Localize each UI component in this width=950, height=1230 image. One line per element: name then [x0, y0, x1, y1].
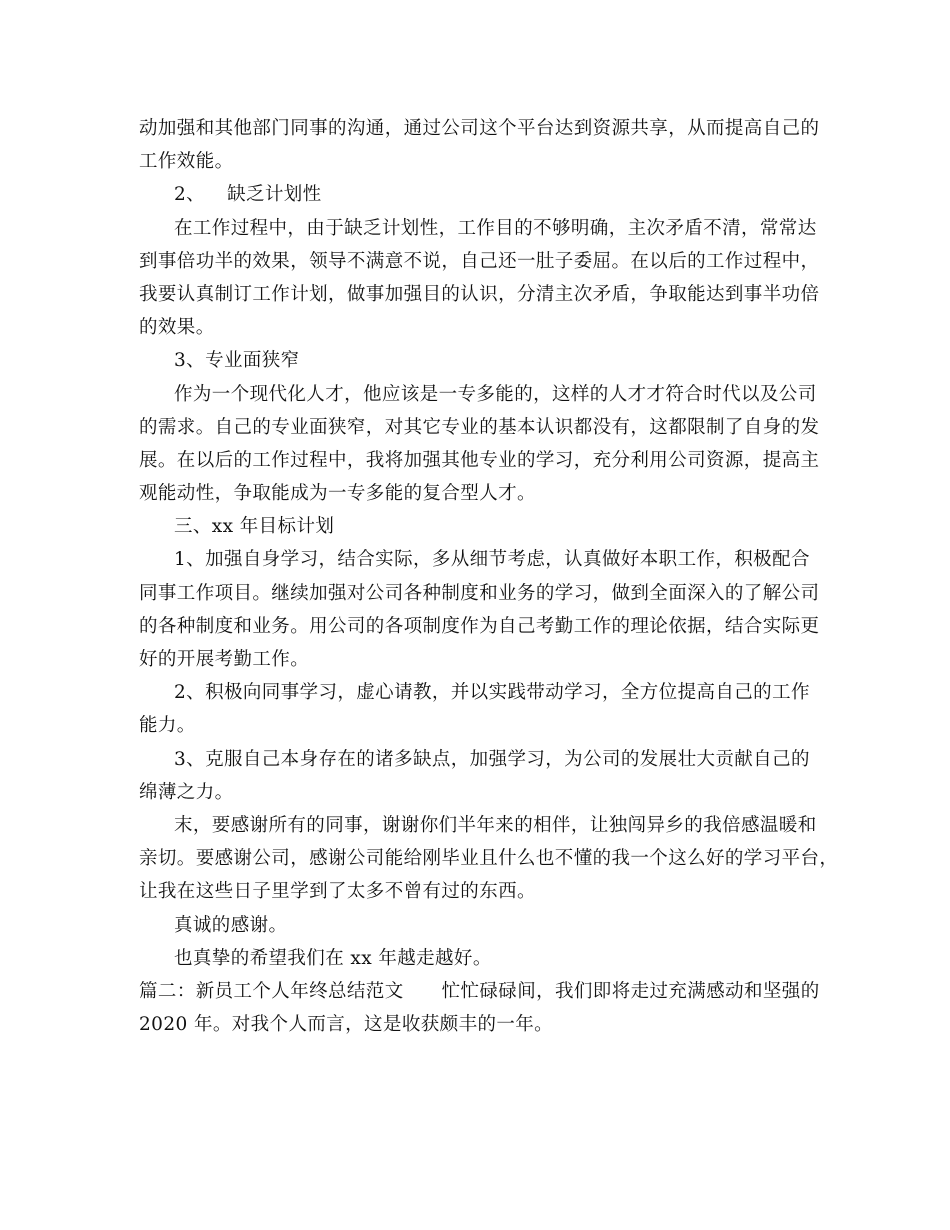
paragraph-line: 让我在这些日子里学到了太多不曾有过的东西。: [139, 881, 536, 903]
paragraph-line: 观能动性，争取能成为一专多能的复合型人才。: [139, 483, 536, 505]
heading-text: 缺乏计划性: [227, 184, 322, 206]
paragraph-line: 1、加强自身学习，结合实际，多从细节考虑，认真做好本职工作，积极配合: [174, 549, 810, 571]
paragraph-line: 动加强和其他部门同事的沟通，通过公司这个平台达到资源共享，从而提高自己的: [139, 118, 820, 139]
paragraph-line: 也真挚的希望我们在 xx 年越走越好。: [174, 947, 492, 969]
paragraph-line: 展。在以后的工作过程中，我将加强其他专业的学习，充分利用公司资源，提高主: [139, 449, 820, 471]
section-heading-narrow-expertise: 3、专业面狭窄: [174, 350, 300, 372]
paragraph-line: 绵薄之力。: [139, 781, 234, 803]
paragraph-line: 3、克服自己本身存在的诸多缺点，加强学习，为公司的发展壮大贡献自己的: [174, 748, 810, 770]
heading-number: 2、: [174, 184, 206, 206]
paragraph-line: 的各种制度和业务。用公司的各项制度作为自己考勤工作的理论依据，结合实际更: [139, 615, 820, 637]
paragraph-line: 真诚的感谢。: [174, 914, 288, 936]
paragraph-line: 好的开展考勤工作。: [139, 649, 310, 670]
paragraph-line: 我要认真制订工作计划，做事加强目的认识，分清主次矛盾，争取能达到事半功倍: [139, 283, 820, 305]
paragraph-line: 同事工作项目。继续加强对公司各种制度和业务的学习，做到全面深入的了解公司: [139, 582, 820, 604]
paragraph-line: 2020 年。对我个人而言，这是收获颇丰的一年。: [139, 1014, 554, 1036]
article-title: 篇二：新员工个人年终总结范文: [139, 980, 404, 1002]
paragraph-line: 的需求。自己的专业面狭窄，对其它专业的基本认识都没有，这都限制了自身的发: [139, 416, 820, 438]
document-body: [139, 112, 839, 1041]
section-heading-lack-of-planning: [139, 178, 817, 211]
paragraph-line: 的效果。: [139, 317, 215, 339]
paragraph-line: 能力。: [139, 715, 196, 737]
paragraph-line: 作为一个现代化人才，他应该是一专多能的，这样的人才才符合时代以及公司: [174, 383, 817, 405]
paragraph-line: 2、积极向同事学习，虚心请教，并以实践带动学习，全方位提高自己的工作: [174, 682, 810, 704]
paragraph-line: 忙忙碌碌间，我们即将走过充满感动和坚强的: [441, 980, 820, 1002]
article-title-line: [139, 975, 820, 1008]
section-heading-goals: 三、xx 年目标计划: [174, 516, 335, 538]
paragraph-line: 在工作过程中，由于缺乏计划性，工作目的不够明确，主次矛盾不清，常常达: [174, 217, 817, 239]
paragraph-line: 亲切。要感谢公司，感谢公司能给刚毕业且什么也不懂的我一个这么好的学习平台，: [139, 848, 839, 870]
paragraph-line: 工作效能。: [139, 151, 234, 173]
paragraph-line: 末，要感谢所有的同事，谢谢你们半年来的相伴，让独闯异乡的我倍感温暖和: [174, 814, 817, 836]
paragraph-line: 到事倍功半的效果，领导不满意不说，自己还一肚子委屈。在以后的工作过程中，: [139, 250, 820, 272]
